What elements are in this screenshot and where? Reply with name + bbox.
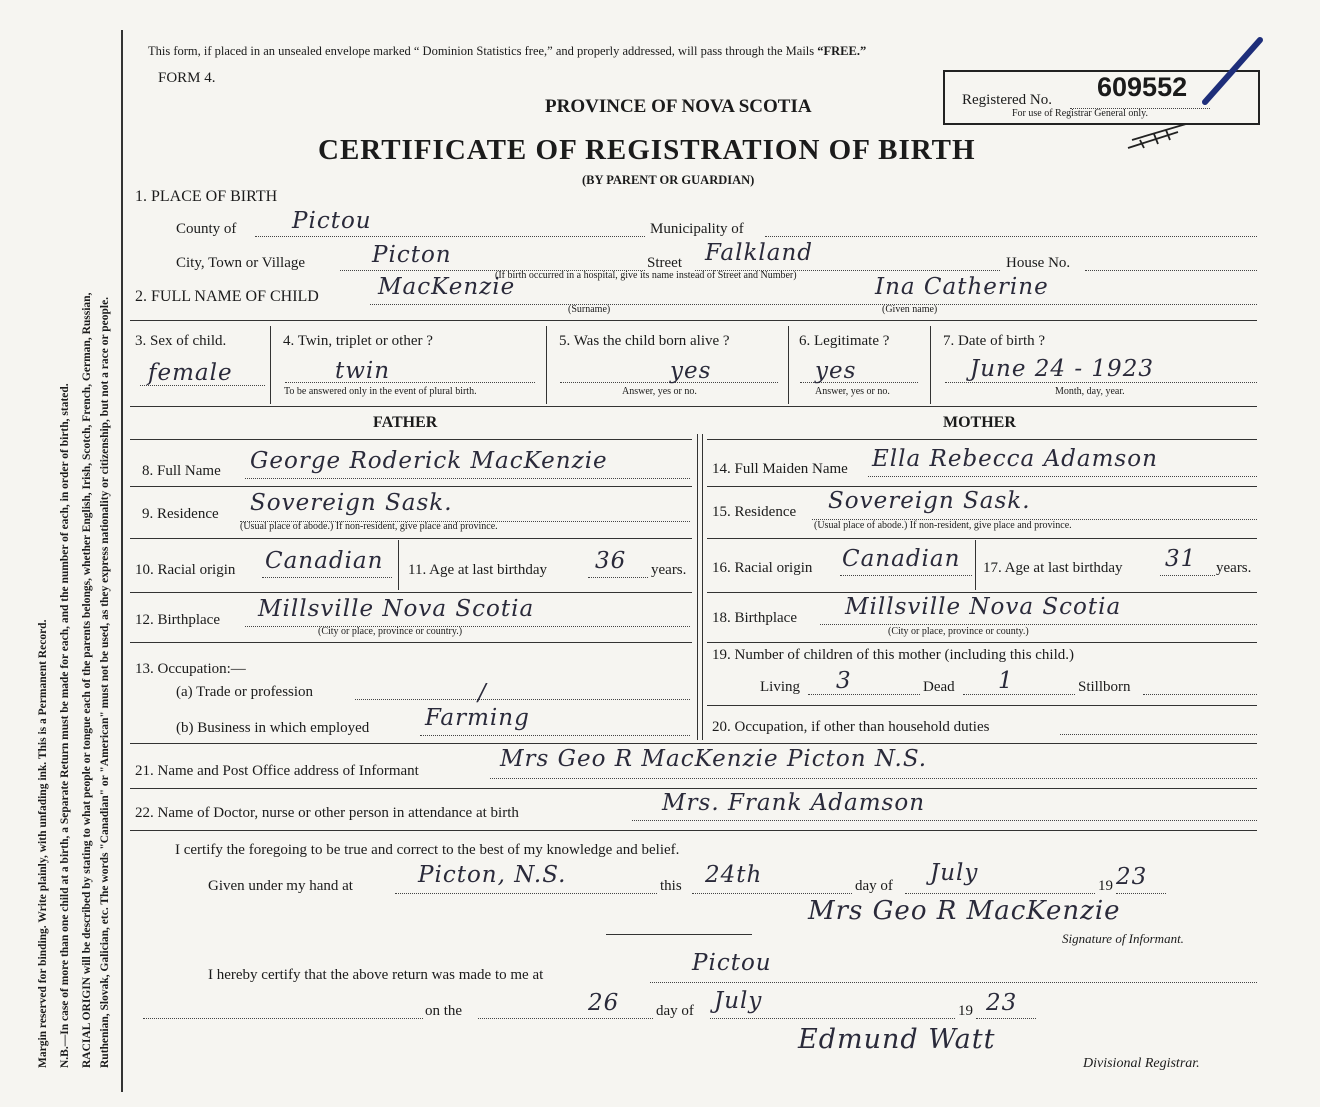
mail-notice-text: This form, if placed in an unsealed envelope marked “ Dominion Statistics free,” and properly addressed, will pass through the Mails (148, 44, 815, 58)
living-label: Living (760, 679, 800, 695)
mother-residence-value: Sovereign Sask. (828, 488, 1031, 514)
mother-birthplace-label: 18. Birthplace (712, 610, 797, 626)
sex-value: female (148, 360, 233, 386)
county-label: County of (176, 221, 237, 237)
mother-name-value: Ella Rebecca Adamson (872, 446, 1158, 472)
place-of-birth-label: 1. PLACE OF BIRTH (135, 188, 278, 205)
father-name-value: George Roderick MacKenzie (250, 448, 608, 474)
registrar-month-line (710, 1018, 955, 1019)
father-years-label: years. (651, 562, 687, 578)
dead-line (963, 694, 1075, 695)
father-race-line (262, 577, 392, 578)
registrar-place-value: Pictou (692, 950, 772, 976)
father-heading: FATHER (373, 414, 438, 431)
registered-number: 609552 (1097, 72, 1188, 102)
father-name-label: 8. Full Name (142, 463, 221, 479)
certificate-subtitle: (BY PARENT OR GUARDIAN) (582, 173, 755, 187)
mail-notice (148, 44, 866, 59)
margin-note-binding: Margin reserved for binding. Write plainly, with unfading ink. This is a Permanent Record. (37, 619, 49, 1068)
dob-label: 7. Date of birth ? (943, 333, 1046, 349)
mother-age-line (1160, 575, 1215, 576)
on-the-label: on the (425, 1003, 463, 1019)
given-name-caption: (Given name) (882, 304, 938, 315)
cell-divider-4 (930, 326, 931, 404)
parents-divider (697, 434, 698, 740)
mother-name-line (868, 476, 1257, 477)
day-of-label: day of (855, 878, 893, 894)
mother-row-rule-6 (707, 705, 1257, 706)
cell-divider-3 (788, 326, 789, 404)
mother-age-value: 31 (1165, 546, 1197, 572)
province-heading: PROVINCE OF NOVA SCOTIA (545, 96, 812, 117)
hospital-note: (If birth occurred in a hospital, give its name instead of Street and Number) (495, 270, 797, 281)
informant-signature: Mrs Geo R MacKenzie (808, 896, 1121, 926)
registrar-signature: Edmund Watt (798, 1024, 996, 1055)
doctor-value: Mrs. Frank Adamson (662, 790, 926, 816)
mother-children-label: 19. Number of children of this mother (including this child.) (712, 647, 1075, 663)
legitimate-note: Answer, yes or no. (815, 386, 890, 397)
municipality-line (765, 236, 1257, 237)
registrar-day-of-label: day of (656, 1003, 694, 1019)
child-name-line (370, 304, 1257, 305)
margin-rule (121, 30, 123, 1092)
mother-occupation-label: 20. Occupation, if other than household duties (712, 719, 990, 735)
mother-row-rule-2 (707, 486, 1257, 487)
father-birthplace-note: (City or place, province or country.) (318, 626, 463, 637)
registrar-certify-label: I hereby certify that the above return was made to me at (208, 967, 544, 983)
twin-note: To be answered only in the event of plural birth. (284, 386, 477, 397)
father-age-label: 11. Age at last birthday (408, 562, 547, 578)
dead-value: 1 (998, 668, 1014, 694)
stillborn-label: Stillborn (1078, 679, 1131, 695)
mother-residence-note: (Usual place of abode.) If non-resident, give place and province. (814, 520, 1072, 531)
mother-birthplace-line (820, 624, 1257, 625)
father-birthplace-line (245, 626, 690, 627)
mother-name-label: 14. Full Maiden Name (712, 461, 848, 477)
registrar-place-line (650, 982, 1257, 983)
mother-row-rule-1 (707, 439, 1257, 440)
born-alive-line (560, 382, 778, 383)
father-age-line (588, 577, 648, 578)
father-business-line (420, 735, 690, 736)
mother-race-line (840, 575, 972, 576)
mother-heading: MOTHER (943, 414, 1016, 431)
legitimate-label: 6. Legitimate ? (799, 333, 890, 349)
registrar-year-line (976, 1018, 1036, 1019)
father-row-rule-3 (130, 538, 692, 539)
father-age-value: 36 (595, 548, 627, 574)
given-place-value: Picton, N.S. (418, 862, 567, 888)
informant-value: Mrs Geo R MacKenzie Picton N.S. (500, 746, 928, 772)
mail-notice-free: “FREE.” (817, 44, 867, 58)
registrar-note: For use of Registrar General only. (1012, 108, 1148, 119)
cell-divider-1 (270, 326, 271, 404)
stillborn-line (1143, 694, 1257, 695)
legitimate-value: yes (815, 358, 857, 384)
parents-divider-inner (702, 434, 703, 740)
mother-birthplace-note: (City or place, province or county.) (888, 626, 1029, 637)
father-row-rule-5 (130, 642, 692, 643)
father-business-label: (b) Business in which employed (176, 720, 370, 736)
born-alive-note: Answer, yes or no. (622, 386, 697, 397)
mother-occupation-line (1060, 734, 1257, 735)
twin-line (285, 382, 535, 383)
this-day-value: 24th (705, 862, 763, 888)
dead-label: Dead (923, 679, 955, 695)
month-value: July (930, 860, 979, 886)
mother-row-rule-3 (707, 538, 1257, 539)
given-place-line (395, 893, 657, 894)
margin-note-multiple-births: N.B.—In case of more than one child at a birth, a Separate Return must be made for each, and the number of each, in order of birth, stated. (59, 383, 71, 1068)
child-given-name: Ina Catherine (875, 274, 1049, 300)
father-occupation-label: 13. Occupation:— (135, 661, 246, 677)
mother-age-label: 17. Age at last birthday (983, 560, 1123, 576)
year-value: 23 (1116, 864, 1148, 890)
registrar-year-value: 23 (986, 990, 1018, 1016)
twin-value: twin (335, 358, 391, 384)
year-prefix: 19 (1098, 878, 1113, 894)
doctor-line (632, 820, 1257, 821)
rule-after-name (130, 320, 1257, 321)
this-label: this (660, 878, 682, 894)
municipality-label: Municipality of (650, 221, 744, 237)
rule-after-parents (130, 743, 1257, 744)
ink-stroke-icon (1120, 36, 1270, 156)
margin-note-racial-origin-cont: Ruthenian, Slovak, Galician, etc. The words "Canadian" or "American" must not be used, as they express nationality or citizenship, but not a race or people. (99, 296, 111, 1068)
given-under-label: Given under my hand at (208, 878, 353, 894)
this-day-line (692, 893, 852, 894)
mother-race-value: Canadian (842, 546, 961, 572)
dob-note: Month, day, year. (1055, 386, 1125, 397)
mother-birthplace-value: Millsville Nova Scotia (845, 594, 1122, 620)
mother-row-rule-4 (707, 592, 1257, 593)
mother-race-label: 16. Racial origin (712, 560, 813, 576)
father-trade-line (355, 699, 690, 700)
dob-value: June 24 - 1923 (970, 356, 1154, 382)
certificate-title: CERTIFICATE OF REGISTRATION OF BIRTH (318, 134, 976, 166)
mother-residence-label: 15. Residence (712, 504, 797, 520)
informant-line (490, 778, 1257, 779)
registrar-day-value: 26 (588, 990, 620, 1016)
registrar-title: Divisional Registrar. (1083, 1056, 1200, 1071)
informant-signature-label: Signature of Informant. (1062, 931, 1184, 946)
signature-stub-rule (606, 934, 752, 935)
informant-label: 21. Name and Post Office address of Informant (135, 763, 419, 779)
born-alive-label: 5. Was the child born alive ? (559, 333, 730, 349)
month-line (905, 893, 1095, 894)
father-row-rule-4 (130, 592, 692, 593)
living-value: 3 (836, 668, 852, 694)
father-residence-note: (Usual place of abode.) If non-resident, give place and province. (240, 521, 498, 532)
registrar-lead-line (143, 1018, 423, 1019)
rule-after-informant (130, 788, 1257, 789)
surname-caption: (Surname) (568, 304, 611, 315)
father-residence-label: 9. Residence (142, 506, 219, 522)
city-value: Picton (372, 242, 452, 268)
father-trade-label: (a) Trade or profession (176, 684, 314, 700)
sex-label: 3. Sex of child. (135, 333, 227, 349)
registered-label: Registered No. (962, 92, 1052, 108)
house-line (1085, 270, 1257, 271)
registrar-year-prefix: 19 (958, 1003, 973, 1019)
father-residence-value: Sovereign Sask. (250, 490, 453, 516)
county-line (255, 236, 645, 237)
margin-note-racial-origin: RACIAL ORIGIN will be described by stating to what people or tongue each of the parents belongs, whether English, Irish, Scotch, French, German, Russian, (81, 292, 93, 1068)
form-number: FORM 4. (158, 70, 216, 86)
rule-after-doctor (130, 830, 1257, 831)
father-trade-value: / (478, 680, 487, 706)
father-birthplace-label: 12. Birthplace (135, 612, 220, 628)
father-name-line (245, 478, 690, 479)
father-race-divider (398, 540, 399, 590)
father-row-rule-1 (130, 439, 692, 440)
doctor-label: 22. Name of Doctor, nurse or other person in attendance at birth (135, 805, 519, 821)
child-name-label: 2. FULL NAME OF CHILD (135, 288, 319, 305)
mother-years-label: years. (1216, 560, 1252, 576)
registrar-day-line (478, 1018, 653, 1019)
registrar-month-value: July (714, 988, 763, 1014)
city-label: City, Town or Village (176, 255, 306, 271)
mother-race-divider (975, 540, 976, 590)
cell-divider-2 (546, 326, 547, 404)
living-line (808, 694, 920, 695)
father-race-label: 10. Racial origin (135, 562, 236, 578)
father-birthplace-value: Millsville Nova Scotia (258, 596, 535, 622)
house-label: House No. (1006, 255, 1071, 271)
born-alive-value: yes (670, 358, 712, 384)
twin-label: 4. Twin, triplet or other ? (283, 333, 433, 349)
father-row-rule-2 (130, 486, 692, 487)
street-value: Falkland (705, 240, 814, 266)
rule-after-child (130, 406, 1257, 407)
street-label: Street (647, 255, 682, 271)
father-business-value: Farming (425, 705, 530, 731)
dob-line (945, 382, 1257, 383)
mother-row-rule-5 (707, 642, 1257, 643)
child-surname: MacKenzie (378, 274, 516, 300)
father-race-value: Canadian (265, 548, 384, 574)
county-value: Pictou (292, 208, 372, 234)
year-line (1116, 893, 1166, 894)
certify-statement: I certify the foregoing to be true and correct to the best of my knowledge and belief. (175, 842, 680, 858)
